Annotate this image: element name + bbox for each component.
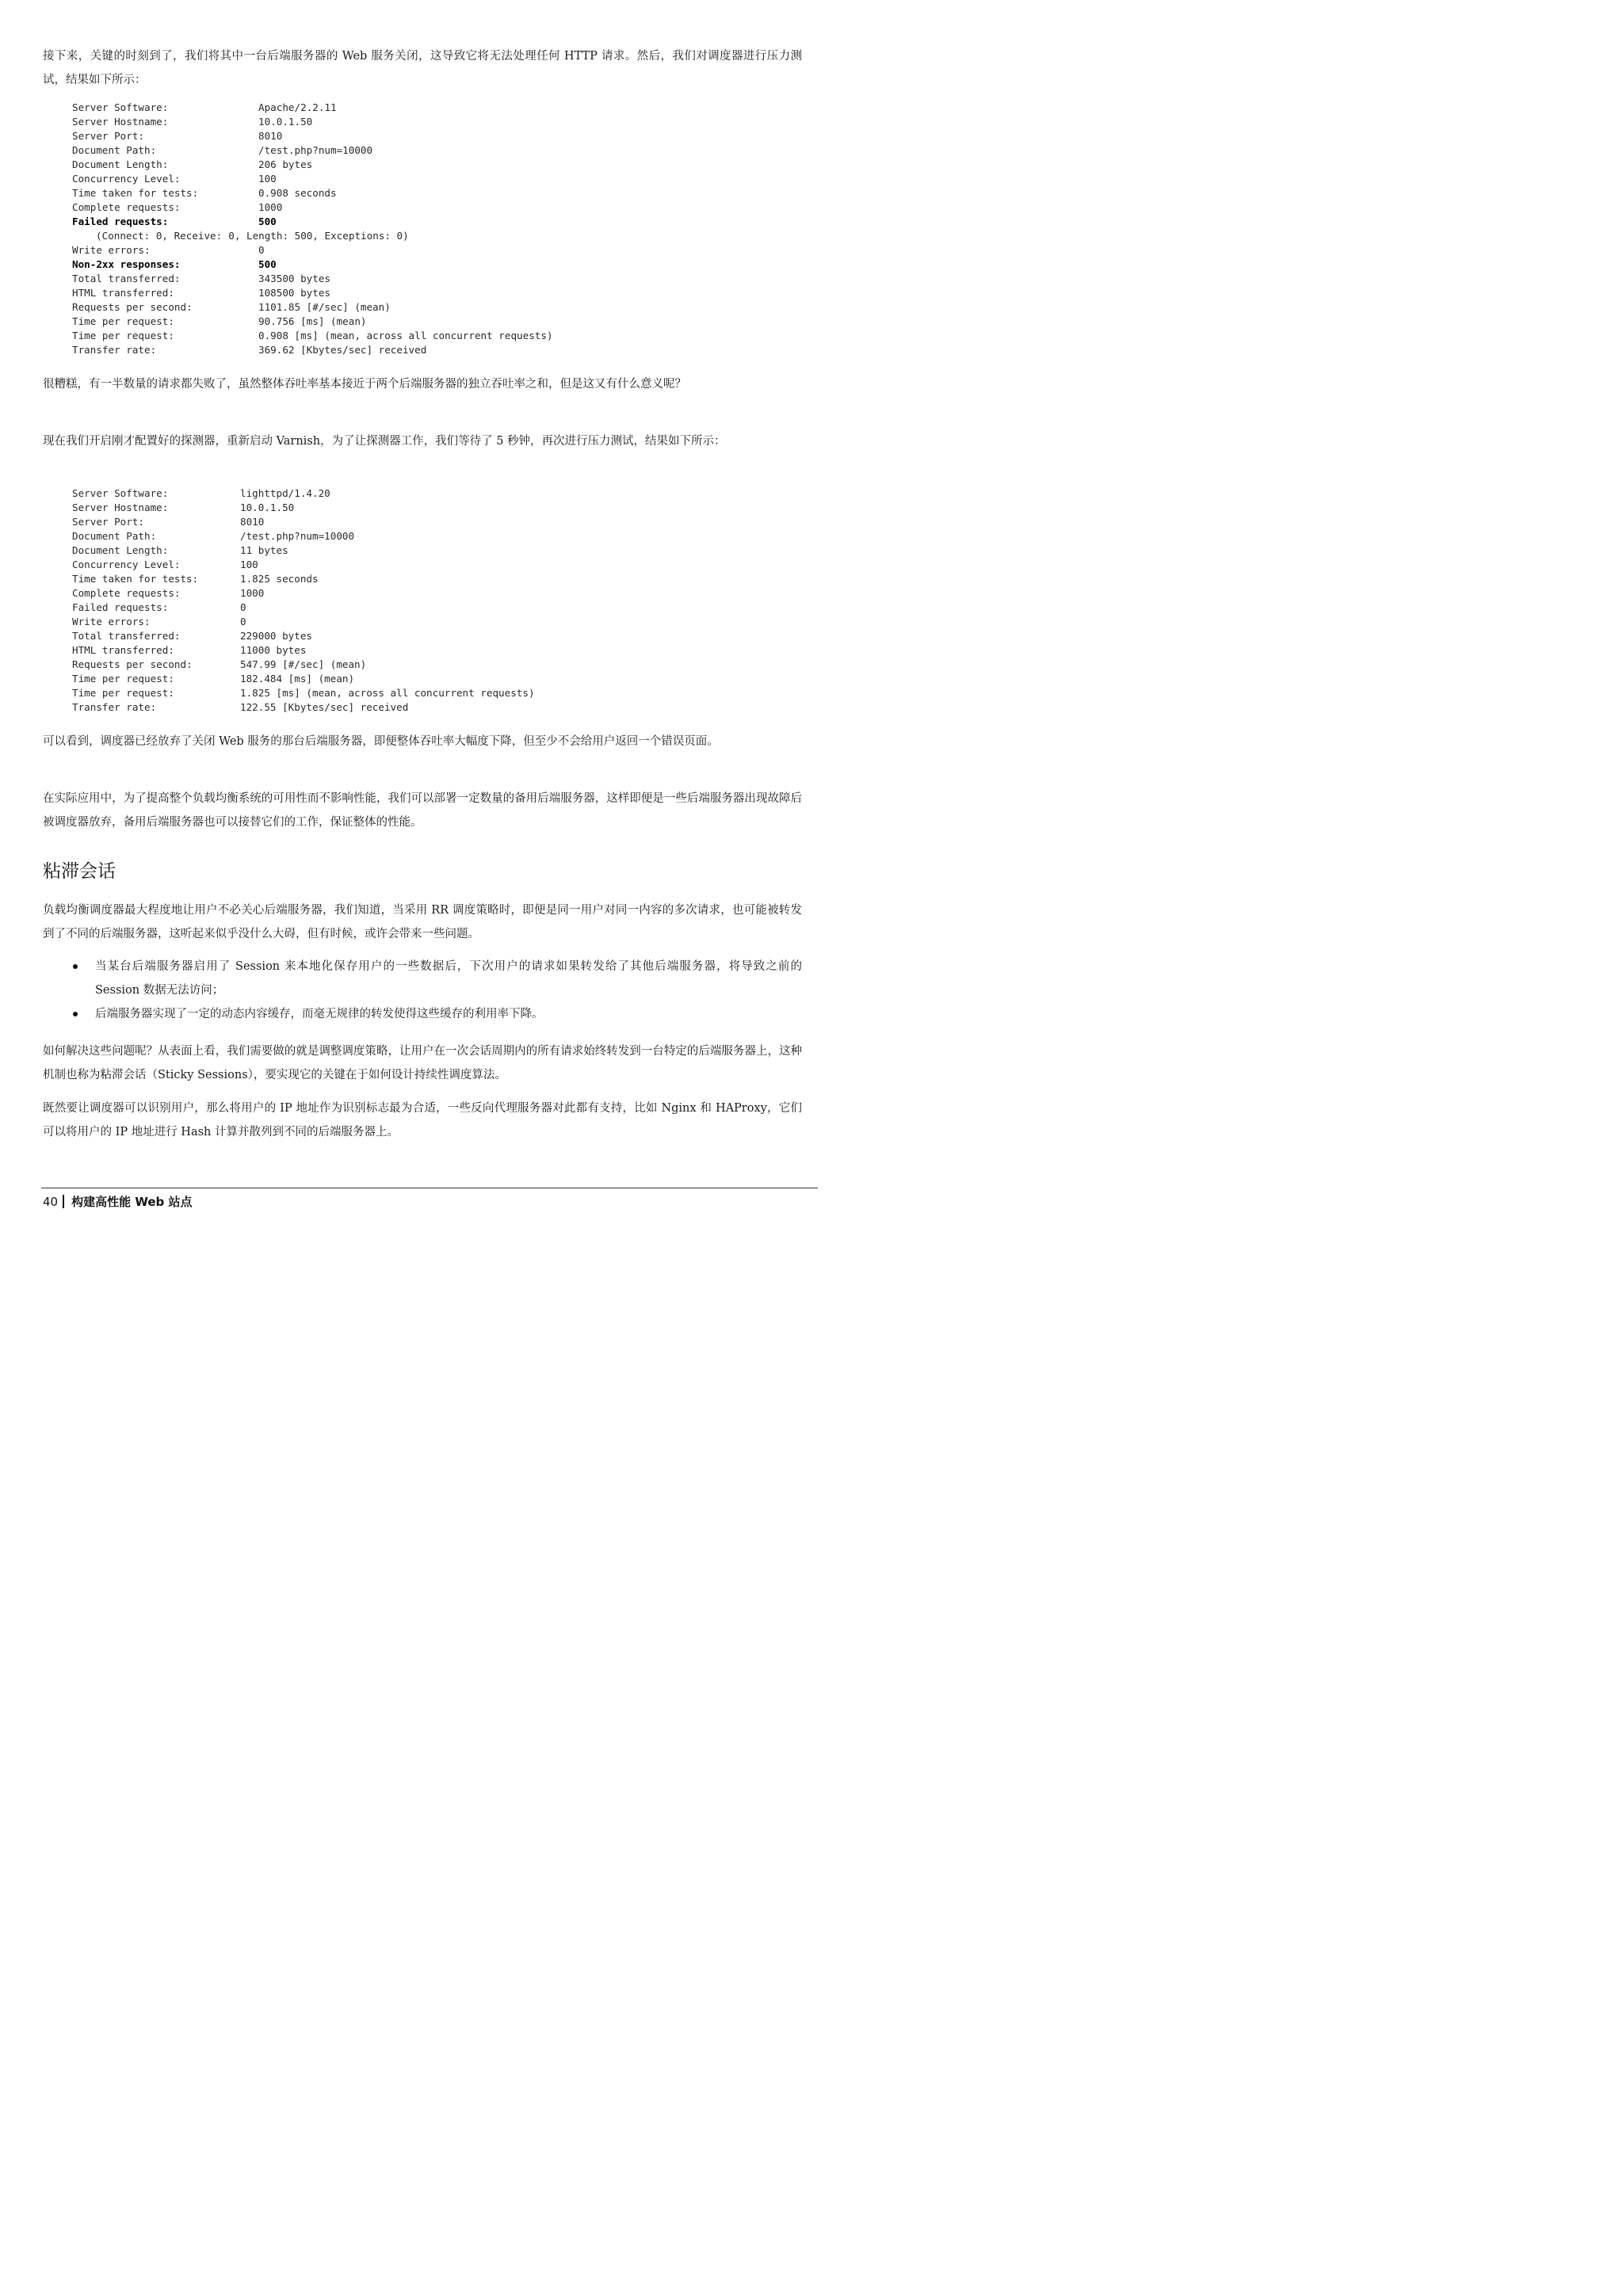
code-key: Non-2xx responses: — [72, 258, 181, 270]
code-key: Time per request: — [72, 673, 174, 685]
code-line — [72, 572, 535, 586]
code-line — [72, 558, 535, 572]
code-value: /test.php?num=10000 — [240, 530, 355, 542]
code-value: 0, Length: 500, Exceptions: 0) — [228, 230, 409, 242]
code-line — [72, 143, 553, 158]
paragraph-sticky-intro: 负载均衡调度器最大程度地让用户不必关心后端服务器，我们知道，当采用 RR 调度策略时，即便是同一用户对同一内容的多次请求，也可能被转发到了不同的后端服务器，这听起来似乎没什么大碍，但有时候，或许会带来一些问题。 — [43, 904, 802, 940]
code-key: Document Path: — [72, 144, 157, 156]
code-value: 10.0.1.50 — [258, 116, 313, 128]
code-line — [72, 629, 535, 643]
list-item-text: 当某台后端服务器启用了 Session 来本地化保存用户的一些数据后，下次用户的请求如果转发给了其他后端服务器，将导致之前的 Session 数据无法访问； — [95, 960, 802, 997]
code-value: 100 — [258, 173, 277, 185]
code-line — [72, 315, 553, 329]
code-key: Server Software: — [72, 101, 169, 113]
code-value: lighttpd/1.4.20 — [240, 487, 330, 499]
code-value: 11 bytes — [240, 544, 288, 556]
code-line — [72, 300, 553, 315]
code-value: 1.825 [ms] (mean, across all concurrent requests) — [240, 687, 535, 699]
code-key: Requests per second: — [72, 301, 193, 313]
paragraph-backup-servers: 在实际应用中，为了提高整个负载均衡系统的可用性而不影响性能，我们可以部署一定数量的备用后端服务器，这样即便是一些后端服务器出现故障后被调度器放弃，备用后端服务器也可以接替它们的工作，保证整体的性能。 — [43, 792, 802, 829]
bullet-list — [43, 955, 802, 1026]
page-footer — [43, 1193, 192, 1211]
code-value: 229000 bytes — [240, 630, 312, 642]
code-value: 206 bytes — [258, 158, 313, 170]
bullet-dot-icon — [73, 964, 78, 969]
code-value: 343500 bytes — [258, 273, 330, 284]
page-number: 40 — [43, 1195, 59, 1209]
paragraph-probe-restart: 现在我们开启刚才配置好的探测器，重新启动 Varnish，为了让探测器工作，我们等待了 5 秒钟，再次进行压力测试，结果如下所示： — [43, 435, 726, 448]
code-line — [72, 615, 535, 629]
code-key: HTML transferred: — [72, 644, 174, 656]
list-item — [43, 955, 802, 1002]
code-key: Requests per second: — [72, 658, 193, 670]
code-key: Write errors: — [72, 244, 151, 256]
code-value: 0.908 seconds — [258, 187, 337, 199]
code-value: 182.484 [ms] (mean) — [240, 673, 355, 685]
code-key: Server Software: — [72, 487, 169, 499]
code-value: 1101.85 [#/sec] (mean) — [258, 301, 391, 313]
code-value: 0.908 [ms] (mean, across all concurrent requests) — [258, 330, 553, 341]
code-line — [72, 186, 553, 200]
code-value: 8010 — [240, 516, 265, 528]
code-value: 100 — [240, 559, 258, 570]
code-line — [72, 686, 535, 700]
code-key: Complete requests: — [72, 201, 181, 213]
code-value: 500 — [258, 258, 277, 270]
paragraph-solution: 如何解决这些问题呢？从表面上看，我们需要做的就是调整调度策略，让用户在一次会话周期内的所有请求始终转发到一台特定的后端服务器上，这种机制也称为粘滞会话（Sticky Sessions），要实现它的关键在于如何设计持续性调度算法。 — [43, 1045, 802, 1081]
book-title: 构建高性能 Web 站点 — [71, 1195, 193, 1209]
code-key: Time per request: — [72, 687, 174, 699]
code-value: 500 — [258, 215, 277, 227]
code-line — [72, 501, 535, 515]
code-key: Server Hostname: — [72, 502, 169, 513]
code-line — [72, 215, 553, 229]
code-key: Complete requests: — [72, 587, 181, 599]
code-line — [72, 172, 553, 186]
code-key: Failed requests: — [72, 215, 169, 227]
code-line — [72, 658, 535, 672]
footer-separator — [63, 1195, 64, 1208]
code-line — [72, 286, 553, 300]
code-line — [72, 543, 535, 558]
code-value: 108500 bytes — [258, 287, 330, 299]
code-value: 122.55 [Kbytes/sec] received — [240, 701, 409, 713]
code-value: 0 — [240, 601, 246, 613]
code-line — [72, 129, 553, 143]
code-key: Server Hostname: — [72, 116, 169, 128]
code-line — [72, 101, 553, 115]
code-value: 0 — [258, 244, 265, 256]
code-key: Server Port: — [72, 130, 144, 142]
code-value: 8010 — [258, 130, 283, 142]
code-line — [72, 586, 535, 601]
paragraph-result: 可以看到，调度器已经放弃了关闭 Web 服务的那台后端服务器，即便整体吞吐率大幅度下降，但至少不会给用户返回一个错误页面。 — [43, 735, 719, 748]
code-line — [72, 200, 553, 215]
code-key: Server Port: — [72, 516, 144, 528]
code-line — [72, 229, 553, 243]
code-key: Write errors: — [72, 616, 151, 627]
code-line — [72, 643, 535, 658]
code-value: Apache/2.2.11 — [258, 101, 337, 113]
code-value: 1.825 seconds — [240, 573, 319, 585]
code-value: 11000 bytes — [240, 644, 307, 656]
code-line — [72, 672, 535, 686]
code-line — [72, 115, 553, 129]
code-key: Document Path: — [72, 530, 157, 542]
code-line — [72, 329, 553, 343]
code-key: Total transferred: — [72, 630, 181, 642]
code-value: /test.php?num=10000 — [258, 144, 373, 156]
bullet-dot-icon — [73, 1012, 78, 1016]
code-value: 10.0.1.50 — [240, 502, 295, 513]
code-value: 1000 — [258, 201, 283, 213]
code-line — [72, 529, 535, 543]
code-key: Failed requests: — [72, 601, 169, 613]
code-line — [72, 515, 535, 529]
code-key: Time per request: — [72, 315, 174, 327]
code-key: Transfer rate: — [72, 344, 157, 356]
code-value: 369.62 [Kbytes/sec] received — [258, 344, 427, 356]
code-line — [72, 243, 553, 257]
code-key: Document Length: — [72, 158, 169, 170]
code-key: Time per request: — [72, 330, 174, 341]
benchmark-output-apache — [72, 101, 553, 357]
code-key: Concurrency Level: — [72, 559, 181, 570]
code-value: 547.99 [#/sec] (mean) — [240, 658, 367, 670]
code-key: HTML transferred: — [72, 287, 174, 299]
list-item-text: 后端服务器实现了一定的动态内容缓存，而毫无规律的转发使得这些缓存的利用率下降。 — [95, 1008, 544, 1020]
document-page — [0, 0, 872, 1233]
code-key: Total transferred: — [72, 273, 181, 284]
code-value: 90.756 [ms] (mean) — [258, 315, 367, 327]
paragraph-failure-comment: 很糟糕，有一半数量的请求都失败了，虽然整体吞吐率基本接近于两个后端服务器的独立吞吐率之和，但是这又有什么意义呢？ — [43, 378, 686, 391]
code-line — [72, 158, 553, 172]
code-line — [72, 601, 535, 615]
code-line — [72, 700, 535, 715]
code-value: 1000 — [240, 587, 265, 599]
code-line — [72, 486, 535, 501]
paragraph-ip-hash: 既然要让调度器可以识别用户，那么将用户的 IP 地址作为识别标志最为合适，一些反向代理服务器对此都有支持，比如 Nginx 和 HAProxy，它们可以将用户的 IP 地址进行 Hash 计算并散列到不同的后端服务器上。 — [43, 1102, 802, 1138]
code-key: (Connect: 0, Receive: — [96, 230, 223, 242]
code-key: Concurrency Level: — [72, 173, 181, 185]
code-key: Transfer rate: — [72, 701, 157, 713]
section-heading: 粘滞会话 — [43, 861, 116, 882]
list-item — [43, 1002, 802, 1026]
code-key: Time taken for tests: — [72, 187, 199, 199]
code-key: Time taken for tests: — [72, 573, 199, 585]
code-value: 0 — [240, 616, 246, 627]
code-line — [72, 272, 553, 286]
code-key: Document Length: — [72, 544, 169, 556]
paragraph-intro: 接下来，关键的时刻到了，我们将其中一台后端服务器的 Web 服务关闭，这导致它将无法处理任何 HTTP 请求。然后，我们对调度器进行压力测试，结果如下所示： — [43, 50, 802, 86]
benchmark-output-lighttpd — [72, 486, 535, 715]
code-line — [72, 257, 553, 272]
code-line — [72, 343, 553, 357]
